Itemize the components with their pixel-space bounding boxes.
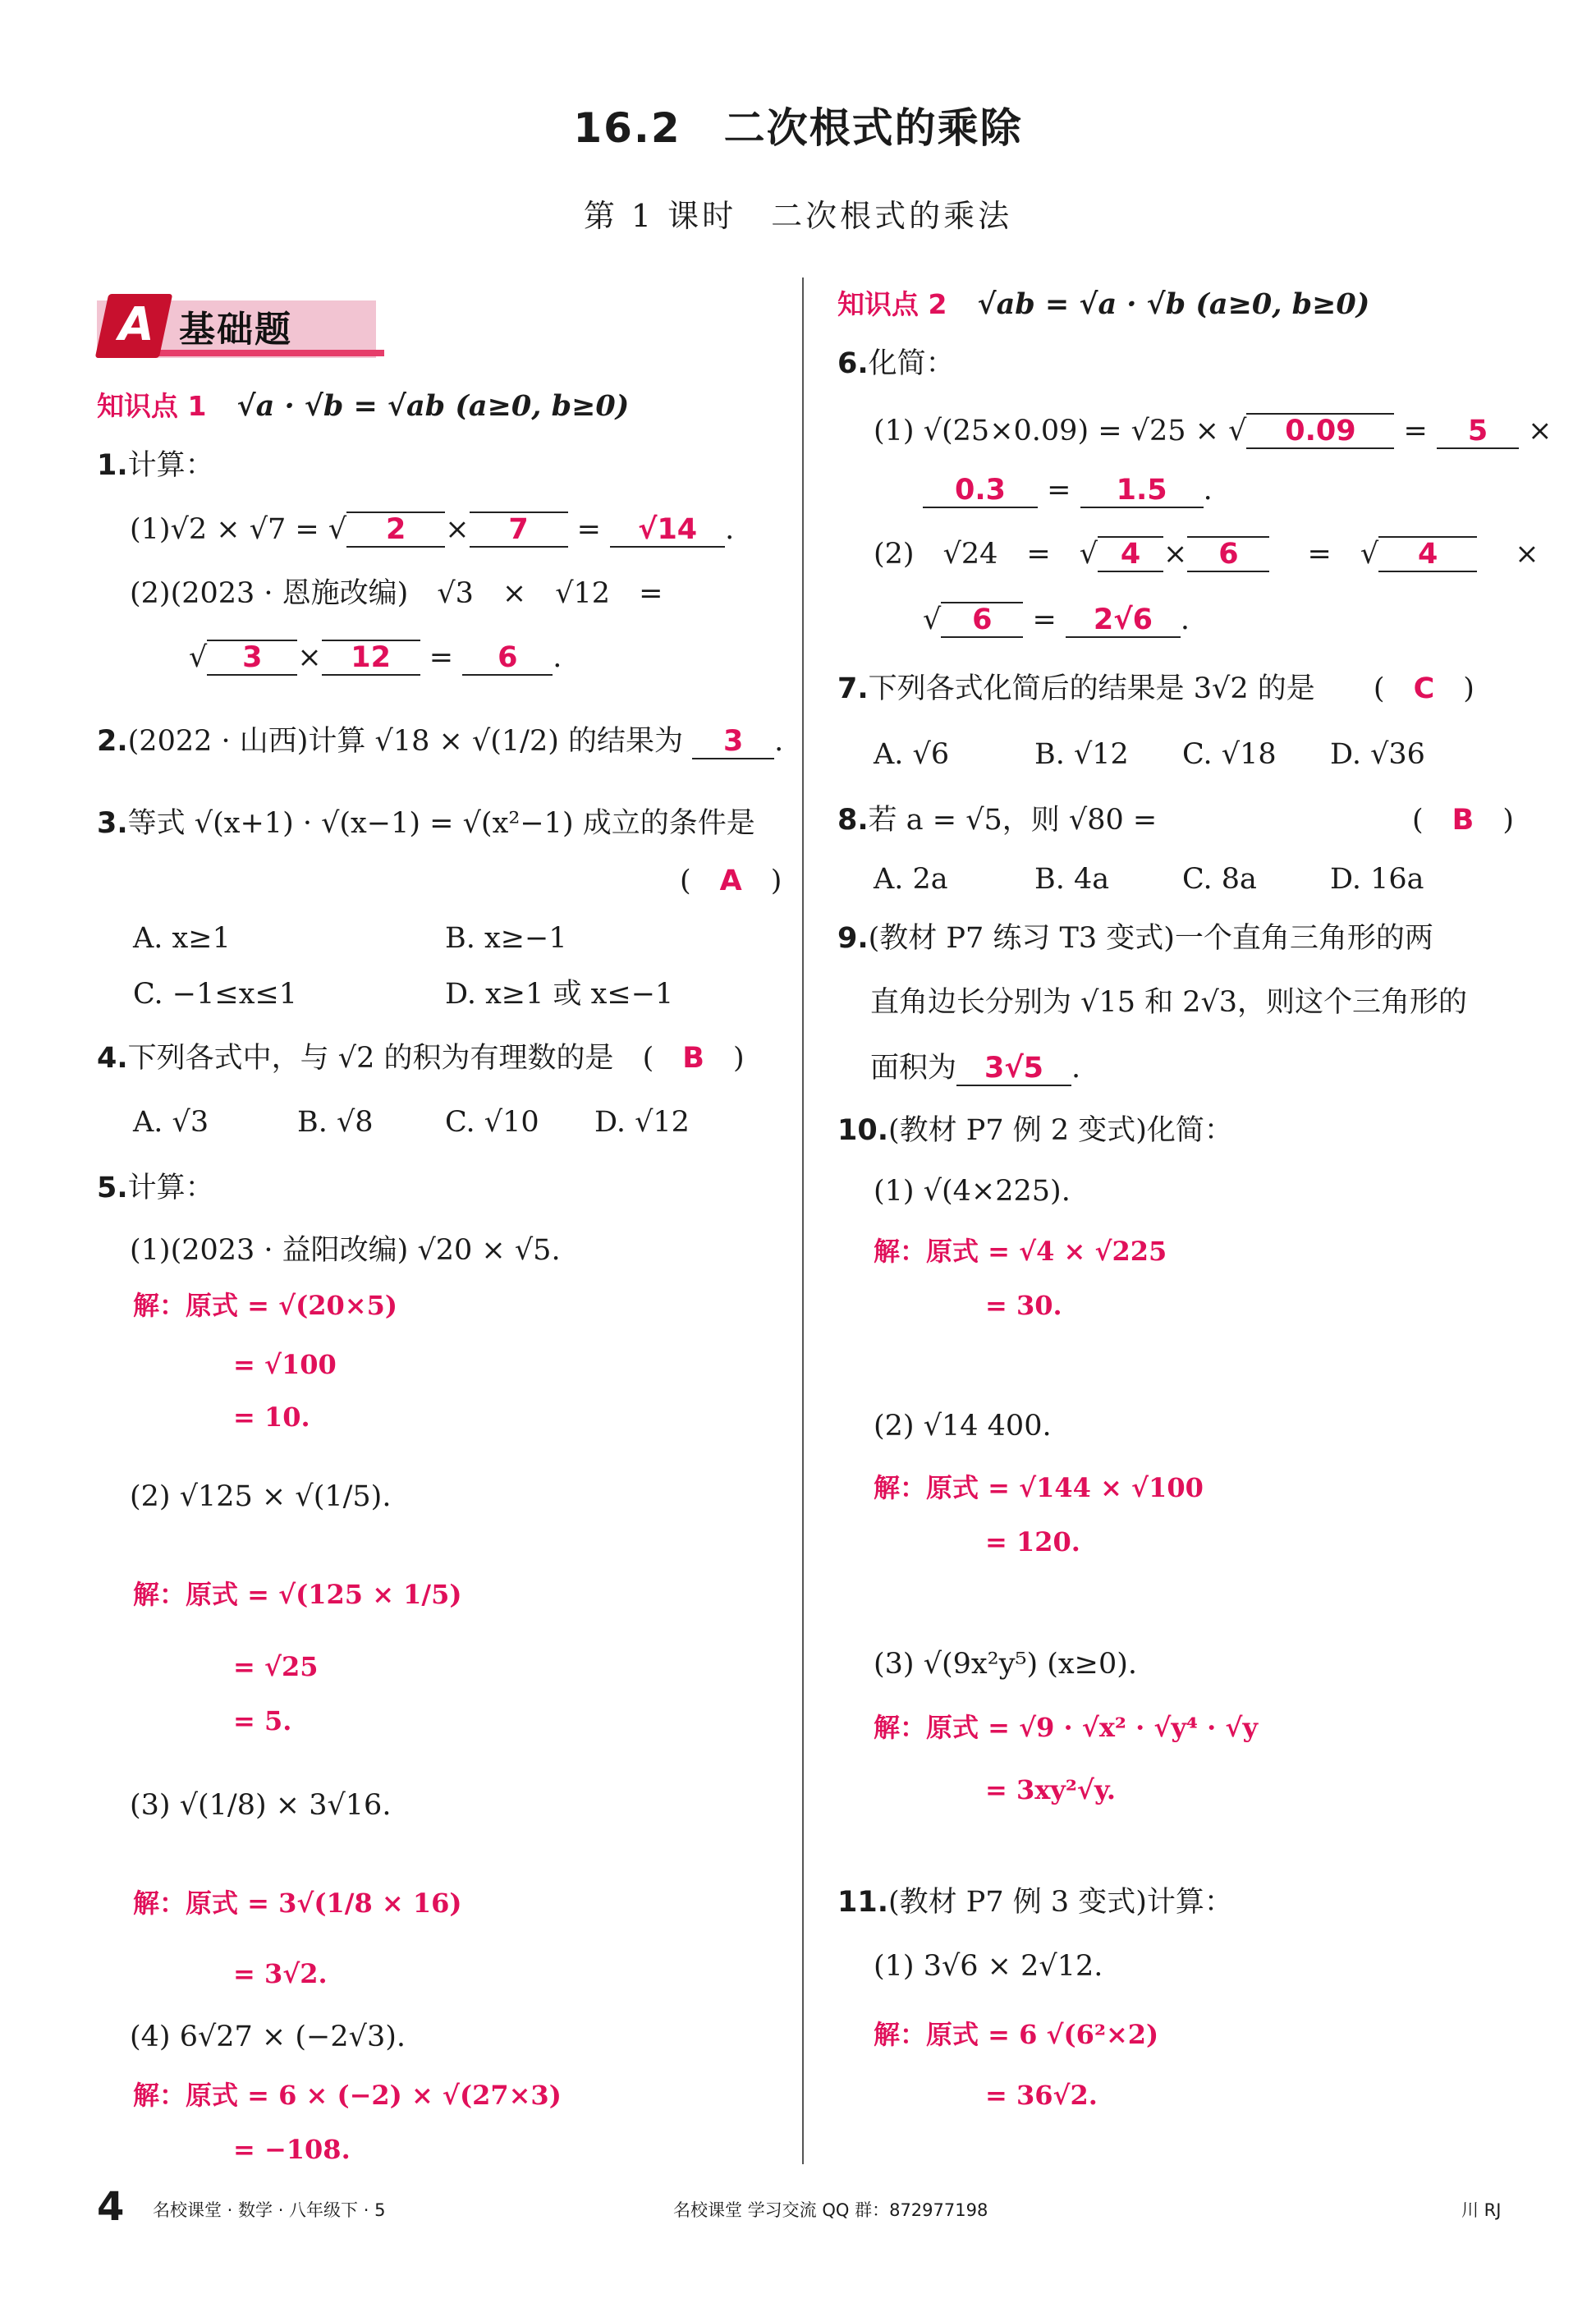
- q3-answer: A: [719, 865, 742, 897]
- q1-part2: [130, 575, 663, 612]
- q11-1-solution-step-1: 解：原式 = 6 √(6²×2): [874, 2019, 1159, 2050]
- section-name: 基础题: [179, 309, 292, 351]
- right-column: [837, 0, 1576, 2312]
- q4-number: 4.: [97, 1042, 128, 1075]
- q10-3-solution-step-1: 解：原式 = √9 · √x² · √y⁴ · √y: [874, 1712, 1259, 1743]
- q8-paren-left: (: [1412, 804, 1424, 837]
- q11-1-solution-step-2: = 36√2.: [985, 2080, 1098, 2111]
- q7-paren-left: (: [1373, 672, 1385, 705]
- q1-2-text: (2)(2023 · 恩施改编) √3 × √12 =: [130, 577, 663, 610]
- q10-2-solution-step-2: = 120.: [985, 1526, 1080, 1557]
- q3-option-d: D. x≥1 或 x≤−1: [445, 978, 674, 1011]
- q8-option-a: A. 2a: [874, 863, 948, 896]
- q6-1-equals-2: =: [1047, 474, 1071, 507]
- q5-part3: (3) √(1/8) × 3√16.: [130, 1789, 392, 1822]
- q6-2-answer-5: 2√6: [1093, 603, 1153, 636]
- q2-answer: 3: [722, 725, 744, 758]
- q8-paren-right: ): [1502, 804, 1515, 837]
- q8-answer-box: [1412, 801, 1514, 839]
- kp2-label: 知识点 2: [837, 288, 947, 320]
- q1-2-sqrt: √: [189, 641, 208, 674]
- question-1: [97, 447, 214, 484]
- q10-stem: (教材 P7 例 2 变式)化简：: [888, 1114, 1233, 1147]
- q8-answer: B: [1452, 804, 1474, 837]
- q10-part2: (2) √14 400.: [874, 1410, 1052, 1443]
- q9-line-2: 直角边长分别为 √15 和 2√3，则这个三角形的: [870, 986, 1468, 1019]
- q1-part1: [130, 511, 734, 548]
- knowledge-point-2: [837, 286, 1369, 323]
- q6-2-answer-2: 6: [1218, 538, 1239, 571]
- q6-2-end: .: [1180, 603, 1190, 636]
- q1-2-times: ×: [297, 641, 322, 674]
- q5-2-solution-step-1: 解：原式 = √(125 × 1/5): [133, 1579, 462, 1610]
- q5-number: 5.: [97, 1172, 128, 1204]
- q10-1-solution-step-2: = 30.: [985, 1290, 1062, 1321]
- q3-option-b: B. x≥−1: [445, 922, 567, 955]
- q10-3-solution-step-2: = 3xy²√y.: [985, 1774, 1116, 1805]
- q4-option-b: B. √8: [297, 1106, 374, 1139]
- kp2-formula: √ab = √a · √b (a≥0, b≥0): [977, 287, 1370, 321]
- q6-1-end: .: [1203, 474, 1213, 507]
- q7-number: 7.: [837, 672, 869, 705]
- q4-answer: B: [682, 1042, 704, 1075]
- question-5: [97, 1169, 214, 1207]
- q8-text: 若 a = √5，则 √80 =: [868, 804, 1158, 837]
- q2-text: (2022 · 山西)计算 √18 × √(1/2) 的结果为: [127, 725, 684, 758]
- q5-2-solution-step-2: = √25: [233, 1651, 319, 1682]
- q6-2-times-2: ×: [1515, 538, 1539, 571]
- q1-number: 1.: [97, 449, 128, 482]
- q6-2-sqrt: √: [923, 603, 942, 636]
- q6-1-answer-2: 5: [1467, 415, 1488, 447]
- q9-line-1: (教材 P7 练习 T3 变式)一个直角三角形的两: [868, 922, 1433, 955]
- q7-paren-right: ): [1463, 672, 1474, 705]
- q8-number: 8.: [837, 804, 869, 837]
- question-4: [97, 1039, 745, 1077]
- section-badge: A: [118, 298, 154, 351]
- q5-1-solution-step-2: = √100: [233, 1349, 337, 1380]
- q6-1-answer-3: 0.3: [954, 474, 1006, 507]
- q1-1-times: ×: [445, 513, 470, 546]
- q4-option-d: D. √12: [594, 1106, 690, 1139]
- q3-option-a: A. x≥1: [133, 922, 231, 955]
- q6-1-text: (1) √(25×0.09) = √25 × √: [874, 415, 1247, 447]
- q6-1-equals: =: [1403, 415, 1428, 447]
- q11-part1: (1) 3√6 × 2√12.: [874, 1950, 1103, 1983]
- q1-1-answer-2: 7: [508, 513, 529, 546]
- q6-1-answer-1: 0.09: [1285, 415, 1356, 447]
- q5-4-solution-step-2: = −108.: [233, 2134, 351, 2165]
- q7-option-a: A. √6: [874, 738, 950, 771]
- q1-1-text: (1)√2 × √7 = √: [130, 513, 347, 546]
- q6-2-answer-1: 4: [1120, 538, 1141, 571]
- q4-option-a: A. √3: [133, 1106, 209, 1139]
- q8-option-b: B. 4a: [1034, 863, 1110, 896]
- q1-2-answer-2: 12: [351, 641, 391, 674]
- q5-part1: (1)(2023 · 益阳改编) √20 × √5.: [130, 1234, 561, 1267]
- kp1-label: 知识点 1: [97, 390, 207, 422]
- q5-stem: 计算：: [127, 1172, 214, 1204]
- question-10: [837, 1112, 1233, 1149]
- q3-answer-box: [680, 862, 782, 900]
- q6-stem: 化简：: [868, 347, 955, 380]
- q1-1-answer-1: 2: [386, 513, 406, 546]
- q5-1-solution-step-3: = 10.: [233, 1401, 310, 1433]
- q6-2-equals-2: =: [1032, 603, 1057, 636]
- q9-number: 9.: [837, 922, 869, 955]
- q11-stem: (教材 P7 例 3 变式)计算：: [888, 1886, 1233, 1919]
- q6-2-equals: = √: [1307, 538, 1379, 571]
- q6-part1-line2: [923, 471, 1213, 509]
- q1-2-answer-3: 6: [498, 641, 518, 674]
- q6-2-text: (2) √24 = √: [874, 538, 1098, 571]
- q7-option-d: D. √36: [1330, 738, 1425, 771]
- lesson-title: 第 1 课时 二次根式的乘法: [583, 198, 1013, 234]
- q3-text: 等式 √(x+1) · √(x−1) = √(x²−1) 成立的条件是: [127, 807, 755, 840]
- q6-1-times: ×: [1528, 415, 1552, 447]
- question-2: [97, 722, 783, 760]
- q1-stem: 计算：: [127, 449, 214, 482]
- qq-group-info: 名校课堂 学习交流 QQ 群：872977198: [673, 2200, 988, 2220]
- q4-text: 下列各式中，与 √2 的积为有理数的是: [127, 1042, 614, 1075]
- q6-part2-line2: [923, 601, 1190, 639]
- question-6: [837, 345, 955, 383]
- q10-part1: (1) √(4×225).: [874, 1175, 1071, 1208]
- q8-option-c: C. 8a: [1182, 863, 1257, 896]
- left-column: [97, 0, 836, 2312]
- q7-text: 下列各式化简后的结果是 3√2 的是: [868, 672, 1315, 705]
- q7-option-b: B. √12: [1034, 738, 1129, 771]
- q7-answer: C: [1413, 672, 1435, 705]
- q10-number: 10.: [837, 1114, 889, 1147]
- question-7: [837, 670, 1474, 708]
- question-11: [837, 1883, 1233, 1921]
- q3-paren-right: ): [770, 865, 782, 897]
- q9-end: .: [1071, 1052, 1081, 1085]
- q5-1-solution-step-1: 解：原式 = √(20×5): [133, 1290, 398, 1321]
- q6-part1: [874, 412, 1552, 450]
- q9-area-label: 面积为: [870, 1052, 957, 1085]
- q6-2-answer-4: 6: [972, 603, 993, 636]
- knowledge-point-1: [97, 388, 629, 425]
- q7-option-c: C. √18: [1182, 738, 1277, 771]
- q3-option-c: C. −1≤x≤1: [133, 978, 298, 1011]
- q1-2-equals: =: [429, 641, 454, 674]
- kp1-formula: √a · √b = √ab (a≥0, b≥0): [236, 389, 630, 423]
- q3-paren-left: (: [680, 865, 691, 897]
- q1-1-answer-3: √14: [638, 513, 698, 546]
- q1-1-end: .: [725, 513, 735, 546]
- q5-3-solution-step-1: 解：原式 = 3√(1/8 × 16): [133, 1888, 462, 1919]
- q5-4-solution-step-1: 解：原式 = 6 × (−2) × √(27×3): [133, 2080, 562, 2111]
- q1-2-end: .: [553, 641, 562, 674]
- q6-2-answer-3: 4: [1417, 538, 1438, 571]
- question-8: [837, 801, 1157, 839]
- q5-2-solution-step-3: = 5.: [233, 1705, 292, 1736]
- q11-number: 11.: [837, 1886, 889, 1919]
- page-number: 4: [97, 2184, 125, 2230]
- q6-number: 6.: [837, 347, 869, 380]
- q2-end: .: [774, 725, 784, 758]
- q10-2-solution-step-1: 解：原式 = √144 × √100: [874, 1472, 1204, 1503]
- q6-part2: [874, 535, 1539, 573]
- q5-part2: (2) √125 × √(1/5).: [130, 1480, 392, 1513]
- q5-3-solution-step-2: = 3√2.: [233, 1958, 328, 1989]
- q2-number: 2.: [97, 725, 128, 758]
- q10-1-solution-step-1: 解：原式 = √4 × √225: [874, 1236, 1167, 1267]
- q9-line-3: [870, 1049, 1080, 1087]
- q6-1-answer-4: 1.5: [1116, 474, 1167, 507]
- q8-option-d: D. 16a: [1330, 863, 1424, 896]
- q6-2-times: ×: [1163, 538, 1188, 571]
- question-3: [97, 805, 755, 842]
- q1-1-equals: =: [576, 513, 601, 546]
- q1-2-answer-1: 3: [242, 641, 263, 674]
- q4-option-c: C. √10: [445, 1106, 539, 1139]
- q4-paren-left: (: [642, 1042, 654, 1075]
- q3-number: 3.: [97, 807, 128, 840]
- q10-part3: (3) √(9x²y⁵) (x≥0).: [874, 1648, 1138, 1681]
- q1-part2-line2: [189, 639, 562, 677]
- book-info: 名校课堂 · 数学 · 八年级下 · 5: [153, 2200, 386, 2220]
- edition-label: 川 RJ: [1461, 2200, 1502, 2220]
- page-title: 16.2 二次根式的乘除: [573, 104, 1023, 152]
- q5-part4: (4) 6√27 × (−2√3).: [130, 2021, 406, 2053]
- q9-answer: 3√5: [984, 1052, 1044, 1085]
- question-9: [837, 920, 1433, 957]
- q4-paren-right: ): [733, 1042, 745, 1075]
